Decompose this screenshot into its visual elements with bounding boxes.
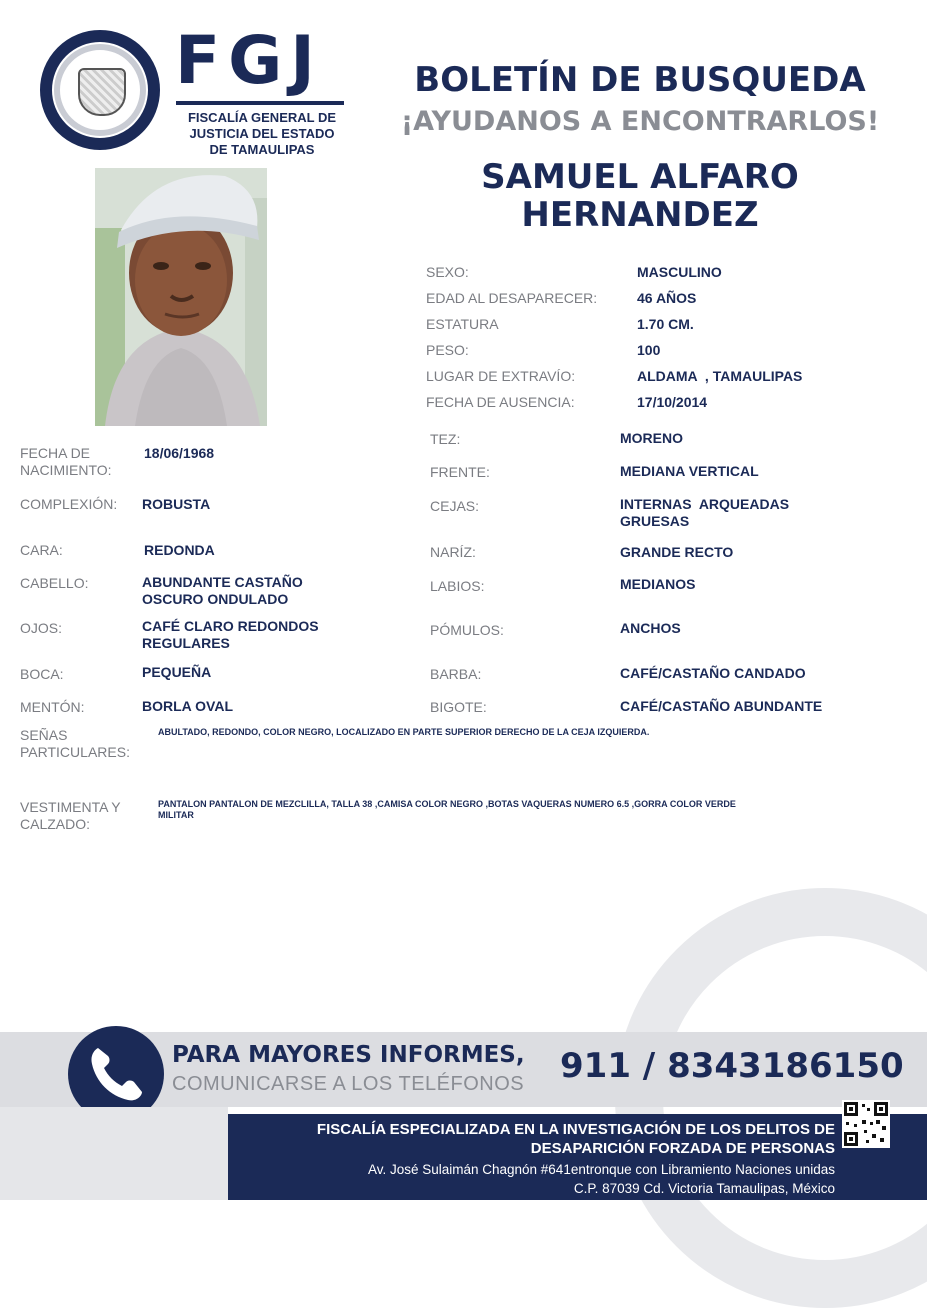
detail-value: MEDIANOS bbox=[620, 576, 696, 592]
agency-line: FISCALÍA ESPECIALIZADA EN LA INVESTIGACIÓN DE LOS DELITOS DE bbox=[316, 1121, 835, 1138]
detail-value: CAFÉ/CASTAÑO CANDADO bbox=[620, 665, 806, 681]
person-name bbox=[420, 158, 860, 234]
detail-label: SEXO: bbox=[426, 264, 469, 280]
detail-label: BIGOTE: bbox=[430, 699, 487, 715]
person-photo bbox=[95, 168, 267, 426]
senas-value: ABULTADO, REDONDO, COLOR NEGRO, LOCALIZADO EN PARTE SUPERIOR DERECHO DE LA CEJA IZQUIERDA. bbox=[158, 727, 650, 737]
detail-value: MEDIANA VERTICAL bbox=[620, 463, 759, 479]
detail-label: TEZ: bbox=[430, 431, 461, 447]
detail-value: BORLA OVAL bbox=[142, 698, 233, 714]
detail-label: COMPLEXIÓN: bbox=[20, 496, 118, 512]
detail-label: OJOS: bbox=[20, 620, 63, 636]
bulletin-subtitle: ¡AYUDANOS A ENCONTRARLOS! bbox=[400, 106, 880, 137]
detail-value: MASCULINO bbox=[637, 264, 722, 280]
detail-label: BARBA: bbox=[430, 666, 482, 682]
agency-address bbox=[240, 1160, 835, 1198]
logo-divider bbox=[176, 101, 344, 105]
detail-label: CABELLO: bbox=[20, 575, 89, 591]
detail-label: ESTATURA bbox=[426, 316, 499, 332]
logo-subtitle-line: FISCALÍA GENERAL DE bbox=[187, 110, 337, 125]
logo-subtitle bbox=[176, 110, 348, 158]
detail-row bbox=[426, 290, 846, 316]
detail-label: LUGAR DE EXTRAVÍO: bbox=[426, 368, 576, 384]
detail-value: CAFÉ CLARO REDONDOS REGULARES bbox=[142, 618, 319, 651]
detail-label: MENTÓN: bbox=[20, 699, 85, 715]
detail-row bbox=[426, 394, 846, 420]
senas-label: SEÑAS PARTICULARES: bbox=[20, 727, 130, 760]
phone-numbers[interactable]: 911 / 8343186150 bbox=[560, 1046, 904, 1086]
footer-left-bar bbox=[0, 1107, 228, 1200]
vestimenta-value: PANTALON PANTALON DE MEZCLILLA, TALLA 38 ,CAMISA COLOR NEGRO ,BOTAS VAQUERAS NUMERO 6.5 ,GORRA COLOR VERDE MILITAR bbox=[158, 799, 736, 820]
detail-value: REDONDA bbox=[144, 542, 215, 558]
detail-label: EDAD AL DESAPARECER: bbox=[426, 290, 598, 306]
detail-value: PEQUEÑA bbox=[142, 664, 212, 680]
bulletin-title: BOLETÍN DE BUSQUEDA bbox=[414, 60, 866, 100]
detail-value: 100 bbox=[637, 342, 661, 358]
detail-value: INTERNAS ARQUEADAS GRUESAS bbox=[620, 496, 790, 529]
detail-label: FECHA DE NACIMIENTO: bbox=[20, 445, 112, 478]
detail-value: ROBUSTA bbox=[142, 496, 211, 512]
detail-label: FRENTE: bbox=[430, 464, 490, 480]
agency-line: DESAPARICIÓN FORZADA DE PERSONAS bbox=[530, 1140, 835, 1157]
person-name-line: HERNANDEZ bbox=[521, 195, 759, 235]
detail-label: PÓMULOS: bbox=[430, 622, 504, 638]
detail-row bbox=[426, 342, 846, 368]
tamaulipas-seal-icon bbox=[78, 68, 126, 116]
logo-subtitle-line: JUSTICIA DEL ESTADO bbox=[189, 126, 335, 141]
info-line-1: PARA MAYORES INFORMES, bbox=[172, 1042, 525, 1068]
fgj-logo-text: FGJ bbox=[175, 22, 323, 99]
top-details bbox=[426, 264, 846, 420]
detail-label: BOCA: bbox=[20, 666, 64, 682]
detail-value: CAFÉ/CASTAÑO ABUNDANTE bbox=[620, 698, 823, 714]
detail-value: 1.70 CM. bbox=[637, 316, 694, 332]
qr-code-icon[interactable] bbox=[842, 1100, 890, 1148]
vestimenta-label: VESTIMENTA Y CALZADO: bbox=[20, 799, 121, 832]
info-line-2: COMUNICARSE A LOS TELÉFONOS bbox=[172, 1073, 525, 1095]
detail-value: MORENO bbox=[620, 430, 683, 446]
detail-row bbox=[426, 316, 846, 342]
detail-label: CEJAS: bbox=[430, 498, 480, 514]
logo-subtitle-line: DE TAMAULIPAS bbox=[209, 142, 315, 157]
detail-label: FECHA DE AUSENCIA: bbox=[426, 394, 575, 410]
detail-value: 18/06/1968 bbox=[144, 445, 215, 461]
detail-value: ALDAMA , TAMAULIPAS bbox=[637, 368, 803, 384]
detail-value: ANCHOS bbox=[620, 620, 681, 636]
detail-label: NARÍZ: bbox=[430, 544, 476, 560]
detail-value: 46 AÑOS bbox=[637, 290, 697, 306]
detail-row bbox=[426, 264, 846, 290]
address-line: C.P. 87039 Cd. Victoria Tamaulipas, México bbox=[573, 1181, 835, 1196]
detail-label: CARA: bbox=[20, 542, 63, 558]
detail-label: PESO: bbox=[426, 342, 469, 358]
person-name-line: SAMUEL ALFARO bbox=[481, 157, 799, 197]
address-line: Av. José Sulaimán Chagnón #641entronque con Libramiento Naciones unidas bbox=[367, 1162, 835, 1177]
detail-label: LABIOS: bbox=[430, 578, 485, 594]
portrait-illustration bbox=[95, 168, 267, 426]
detail-value: 17/10/2014 bbox=[637, 394, 708, 410]
agency-name bbox=[240, 1120, 835, 1158]
detail-value: ABUNDANTE CASTAÑO OSCURO ONDULADO bbox=[142, 574, 303, 607]
detail-value: GRANDE RECTO bbox=[620, 544, 734, 560]
detail-row bbox=[426, 368, 846, 394]
qr-pattern bbox=[842, 1100, 890, 1148]
